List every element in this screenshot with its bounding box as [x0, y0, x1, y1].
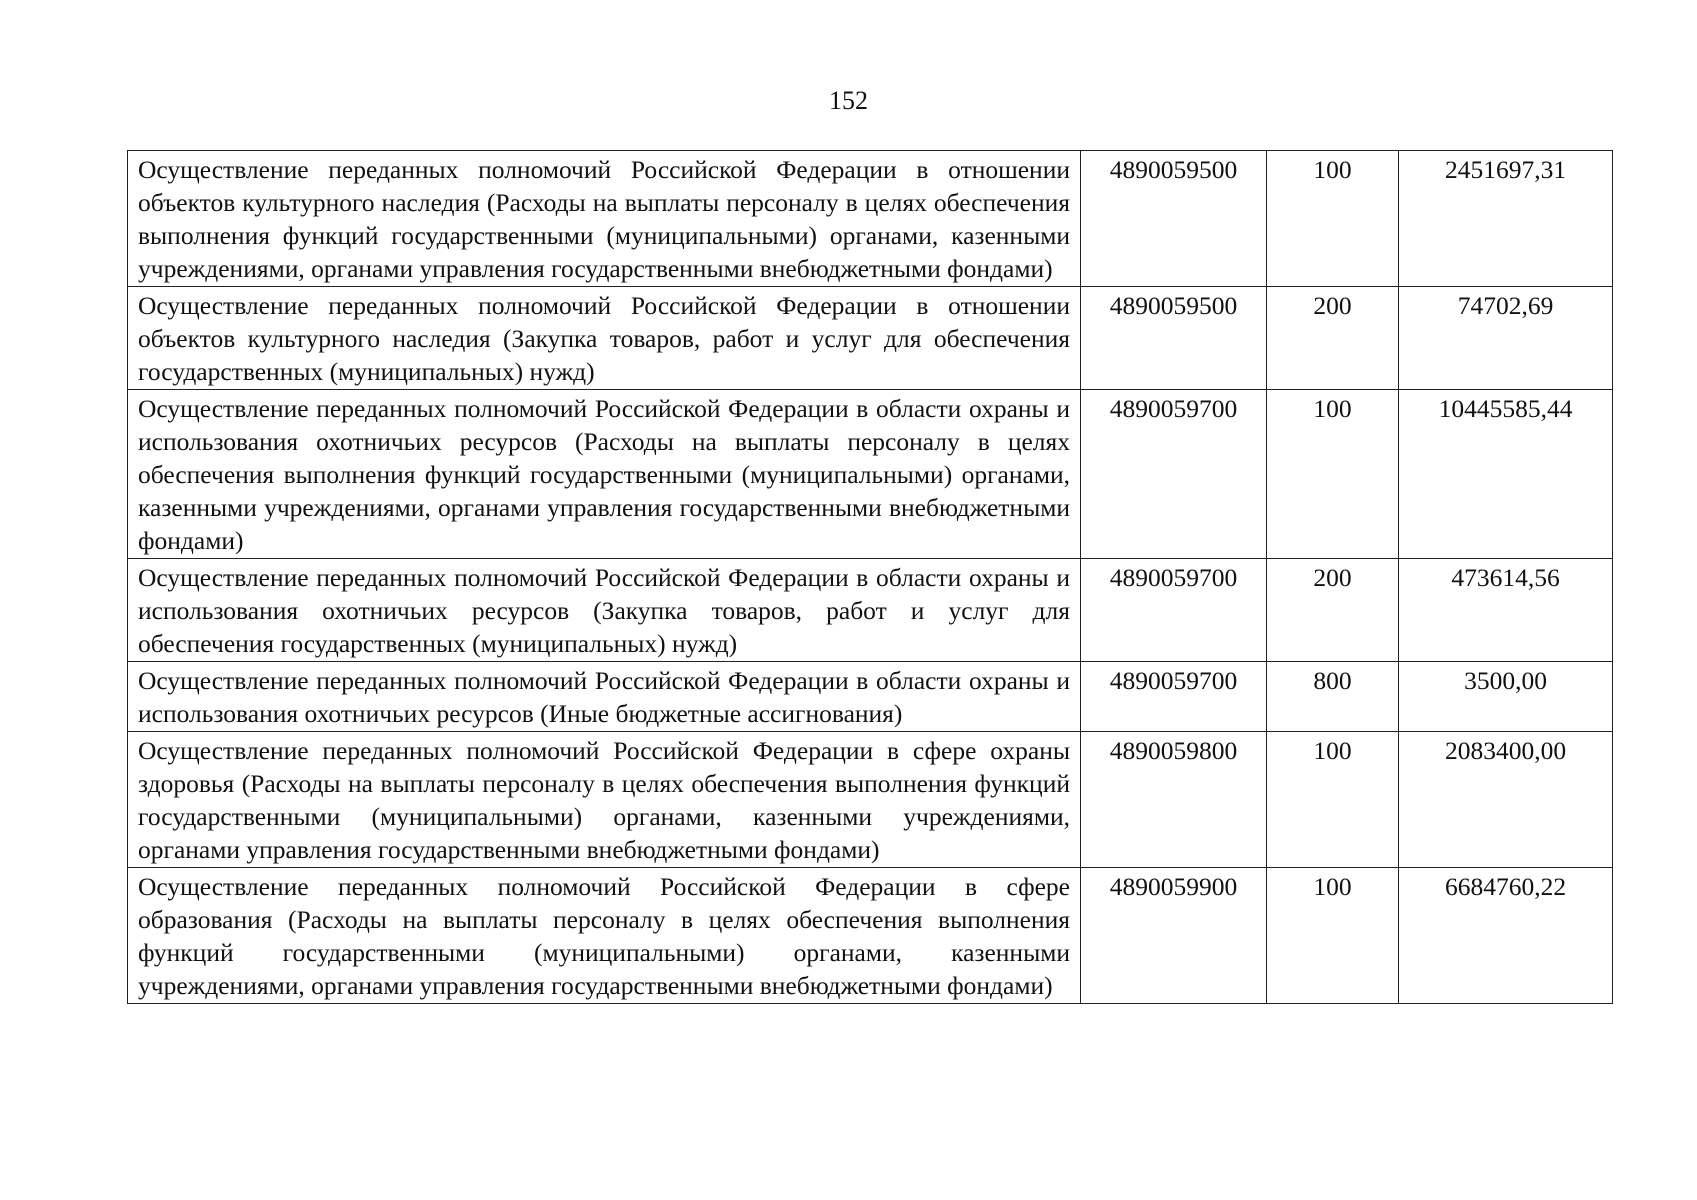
row-description: Осуществление переданных полномочий Российской Федерации в области охраны и использования охотничьих ресурсов (Закупка товаров, работ и услуг для обеспечения государственных (муниципальных) нужд) [128, 559, 1081, 662]
table-row [128, 151, 1613, 287]
row-amount: 2451697,31 [1399, 151, 1613, 287]
row-expense-type: 800 [1267, 662, 1399, 732]
row-expense-type: 100 [1267, 732, 1399, 868]
table-row [128, 390, 1613, 559]
row-expense-type: 200 [1267, 287, 1399, 390]
row-description: Осуществление переданных полномочий Российской Федерации в отношении объектов культурного наследия (Расходы на выплаты персоналу в целях обеспечения выполнения функций государственными (муниципальными) органами, казенными учреждениями, органами управления государственными внебюджетными фондами) [128, 151, 1081, 287]
page-number: 152 [829, 86, 868, 115]
row-amount: 2083400,00 [1399, 732, 1613, 868]
row-target-code: 4890059500 [1081, 151, 1267, 287]
row-expense-type: 100 [1267, 868, 1399, 1004]
table-row [128, 287, 1613, 390]
row-amount: 10445585,44 [1399, 390, 1613, 559]
row-description: Осуществление переданных полномочий Российской Федерации в области охраны и использования охотничьих ресурсов (Расходы на выплаты персоналу в целях обеспечения выполнения функций государственными (муниципальными) органами, казенными учреждениями, органами управления государственными внебюджетными фондами) [128, 390, 1081, 559]
row-expense-type: 100 [1267, 390, 1399, 559]
row-description: Осуществление переданных полномочий Российской Федерации в сфере образования (Расходы на выплаты персоналу в целях обеспечения выполнения функций государственными (муниципальными) органами, казенными учреждениями, органами управления государственными внебюджетными фондами) [128, 868, 1081, 1004]
row-target-code: 4890059500 [1081, 287, 1267, 390]
row-amount: 74702,69 [1399, 287, 1613, 390]
row-target-code: 4890059800 [1081, 732, 1267, 868]
row-target-code: 4890059700 [1081, 390, 1267, 559]
budget-table [127, 150, 1613, 1004]
table-row [128, 732, 1613, 868]
row-target-code: 4890059700 [1081, 559, 1267, 662]
row-description: Осуществление переданных полномочий Российской Федерации в сфере охраны здоровья (Расходы на выплаты персоналу в целях обеспечения выполнения функций государственными (муниципальными) органами, казенными учреждениями, органами управления государственными внебюджетными фондами) [128, 732, 1081, 868]
row-amount: 473614,56 [1399, 559, 1613, 662]
row-amount: 3500,00 [1399, 662, 1613, 732]
row-description: Осуществление переданных полномочий Российской Федерации в отношении объектов культурного наследия (Закупка товаров, работ и услуг для обеспечения государственных (муниципальных) нужд) [128, 287, 1081, 390]
table-row [128, 662, 1613, 732]
row-amount: 6684760,22 [1399, 868, 1613, 1004]
row-expense-type: 100 [1267, 151, 1399, 287]
row-expense-type: 200 [1267, 559, 1399, 662]
table-row [128, 868, 1613, 1004]
row-description: Осуществление переданных полномочий Российской Федерации в области охраны и использования охотничьих ресурсов (Иные бюджетные ассигнования) [128, 662, 1081, 732]
row-target-code: 4890059900 [1081, 868, 1267, 1004]
row-target-code: 4890059700 [1081, 662, 1267, 732]
table-row [128, 559, 1613, 662]
